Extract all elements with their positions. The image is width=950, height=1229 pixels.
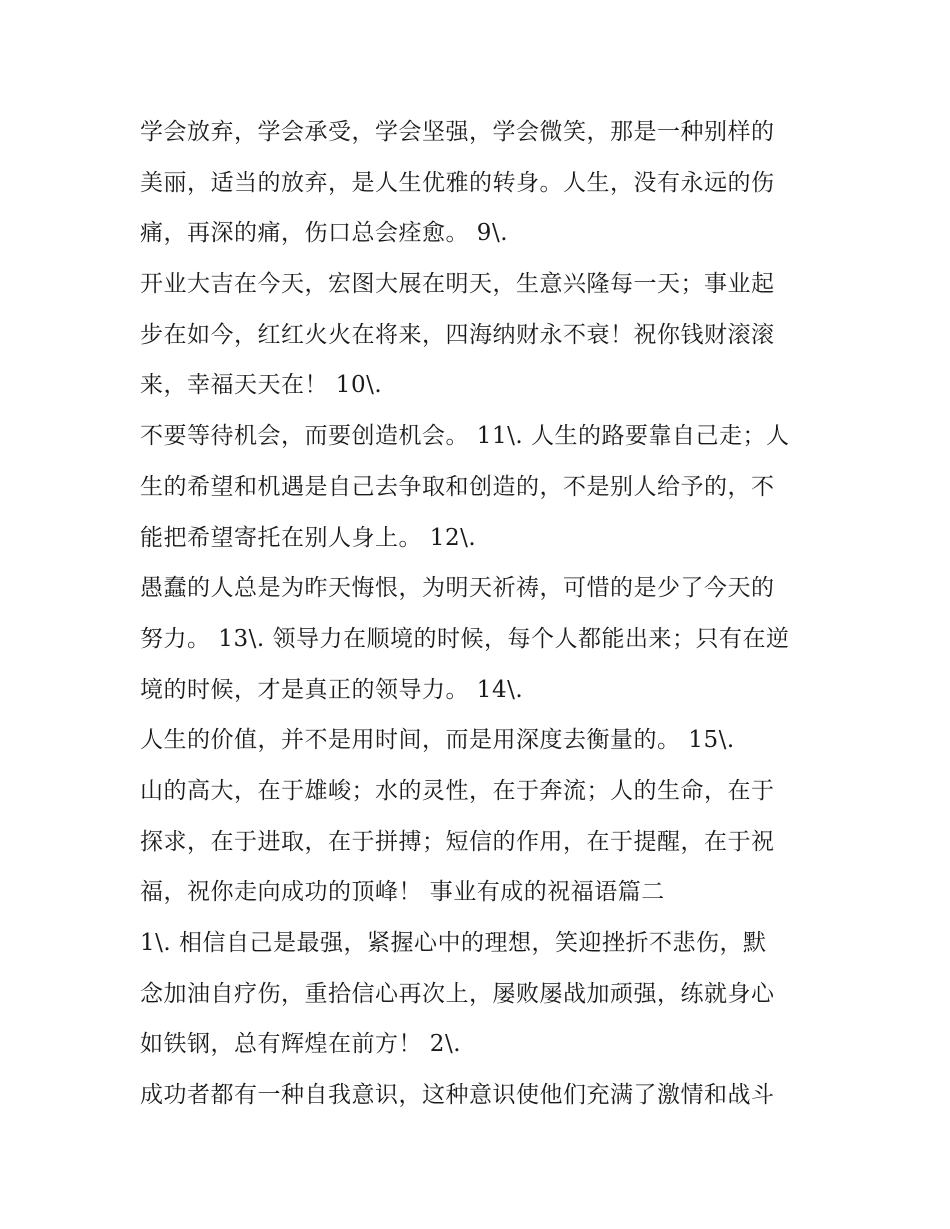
text-line: 成功者都有一种自我意识，这种意识使他们充满了激情和战斗 [140, 1082, 775, 1109]
text-line: 生的希望和机遇是自己去争取和创造的，不是别人给予的，不 [140, 473, 775, 500]
text-line: 福，祝你走向成功的顶峰！ 事业有成的祝福语篇二 [140, 879, 665, 906]
text-line: 学会放弃，学会承受，学会坚强，学会微笑，那是一种别样的 [140, 119, 775, 145]
text-line: 山的高大，在于雄峻；水的灵性，在于奔流；人的生命，在于 [140, 777, 775, 804]
text-line: 愚蠢的人总是为昨天悔恨，为明天祈祷，可惜的是少了今天的 [140, 575, 775, 602]
text-line: 念加油自疗伤，重拾信心再次上，屡败屡战加顽强，练就身心 [140, 980, 775, 1007]
text-line: 不要等待机会，而要创造机会。 11\. 人生的路要靠自己走；人 [140, 423, 790, 450]
text-line: 痛，再深的痛，伤口总会痊愈。 9\. [140, 220, 509, 247]
text-line: 探求，在于进取，在于拼搏；短信的作用，在于提醒，在于祝 [140, 828, 775, 855]
text-line: 努力。 13\. 领导力在顺境的时候，每个人都能出来；只有在逆 [140, 625, 790, 652]
text-line: 能把希望寄托在别人身上。 12\. [140, 524, 477, 551]
document-body [140, 107, 830, 1121]
text-line: 美丽，适当的放弃，是人生优雅的转身。人生，没有永远的伤 [140, 169, 775, 196]
text-line: 1\. 相信自己是最强，紧握心中的理想，笑迎挫折不悲伤，默 [140, 930, 767, 956]
text-line: 开业大吉在今天，宏图大展在明天，生意兴隆每一天；事业起 [140, 271, 775, 298]
text-line: 步在如今，红红火火在将来，四海纳财永不衰！祝你钱财滚滚 [140, 321, 775, 348]
text-line: 境的时候，才是真正的领导力。 14\. [140, 676, 524, 703]
text-line: 人生的价值，并不是用时间，而是用深度去衡量的。 15\. [140, 727, 735, 754]
text-line: 如铁钢，总有辉煌在前方！ 2\. [140, 1031, 462, 1058]
text-line: 来，幸福天天在！ 10\. [140, 372, 383, 399]
